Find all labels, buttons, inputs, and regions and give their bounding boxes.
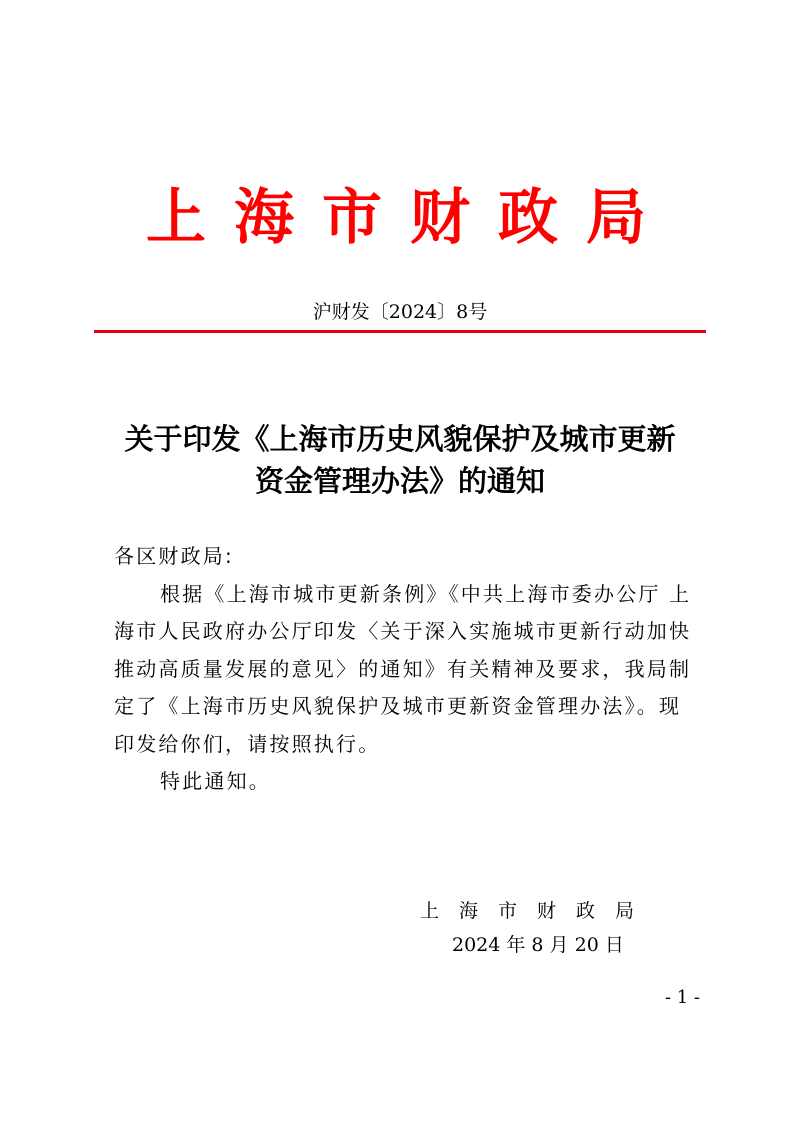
page-number: - 1 -: [664, 987, 700, 1008]
signature-authority: 上海市财政局: [420, 900, 655, 922]
closing-remark: 特此通知。: [160, 769, 271, 793]
body-line-3: 推动高质量发展的意见〉的通知》有关精神及要求，我局制: [114, 656, 692, 681]
issuing-authority-masthead: 上海市财政局: [146, 183, 674, 253]
title-line-2: 资金管理办法》的通知: [254, 464, 545, 498]
red-divider-line: [94, 330, 706, 333]
body-line-1: 根据《上海市城市更新条例》《中共上海市委办公厅 上: [160, 581, 692, 606]
body-line-5: 印发给你们，请按照执行。: [114, 731, 381, 756]
salutation: 各区财政局:: [114, 544, 234, 568]
document-title: [100, 418, 700, 502]
document-number: 沪财发〔2024〕8号: [312, 301, 488, 323]
issue-date: 2024 年 8 月 20 日: [452, 934, 624, 956]
body-line-2: 海市人民政府办公厅印发〈关于深入实施城市更新行动加快: [114, 619, 692, 643]
title-line-1: 关于印发《上海市历史风貌保护及城市更新: [124, 422, 676, 456]
document-body: [114, 538, 692, 801]
body-line-4: 定了《上海市历史风貌保护及城市更新资金管理办法》。现: [114, 694, 682, 718]
